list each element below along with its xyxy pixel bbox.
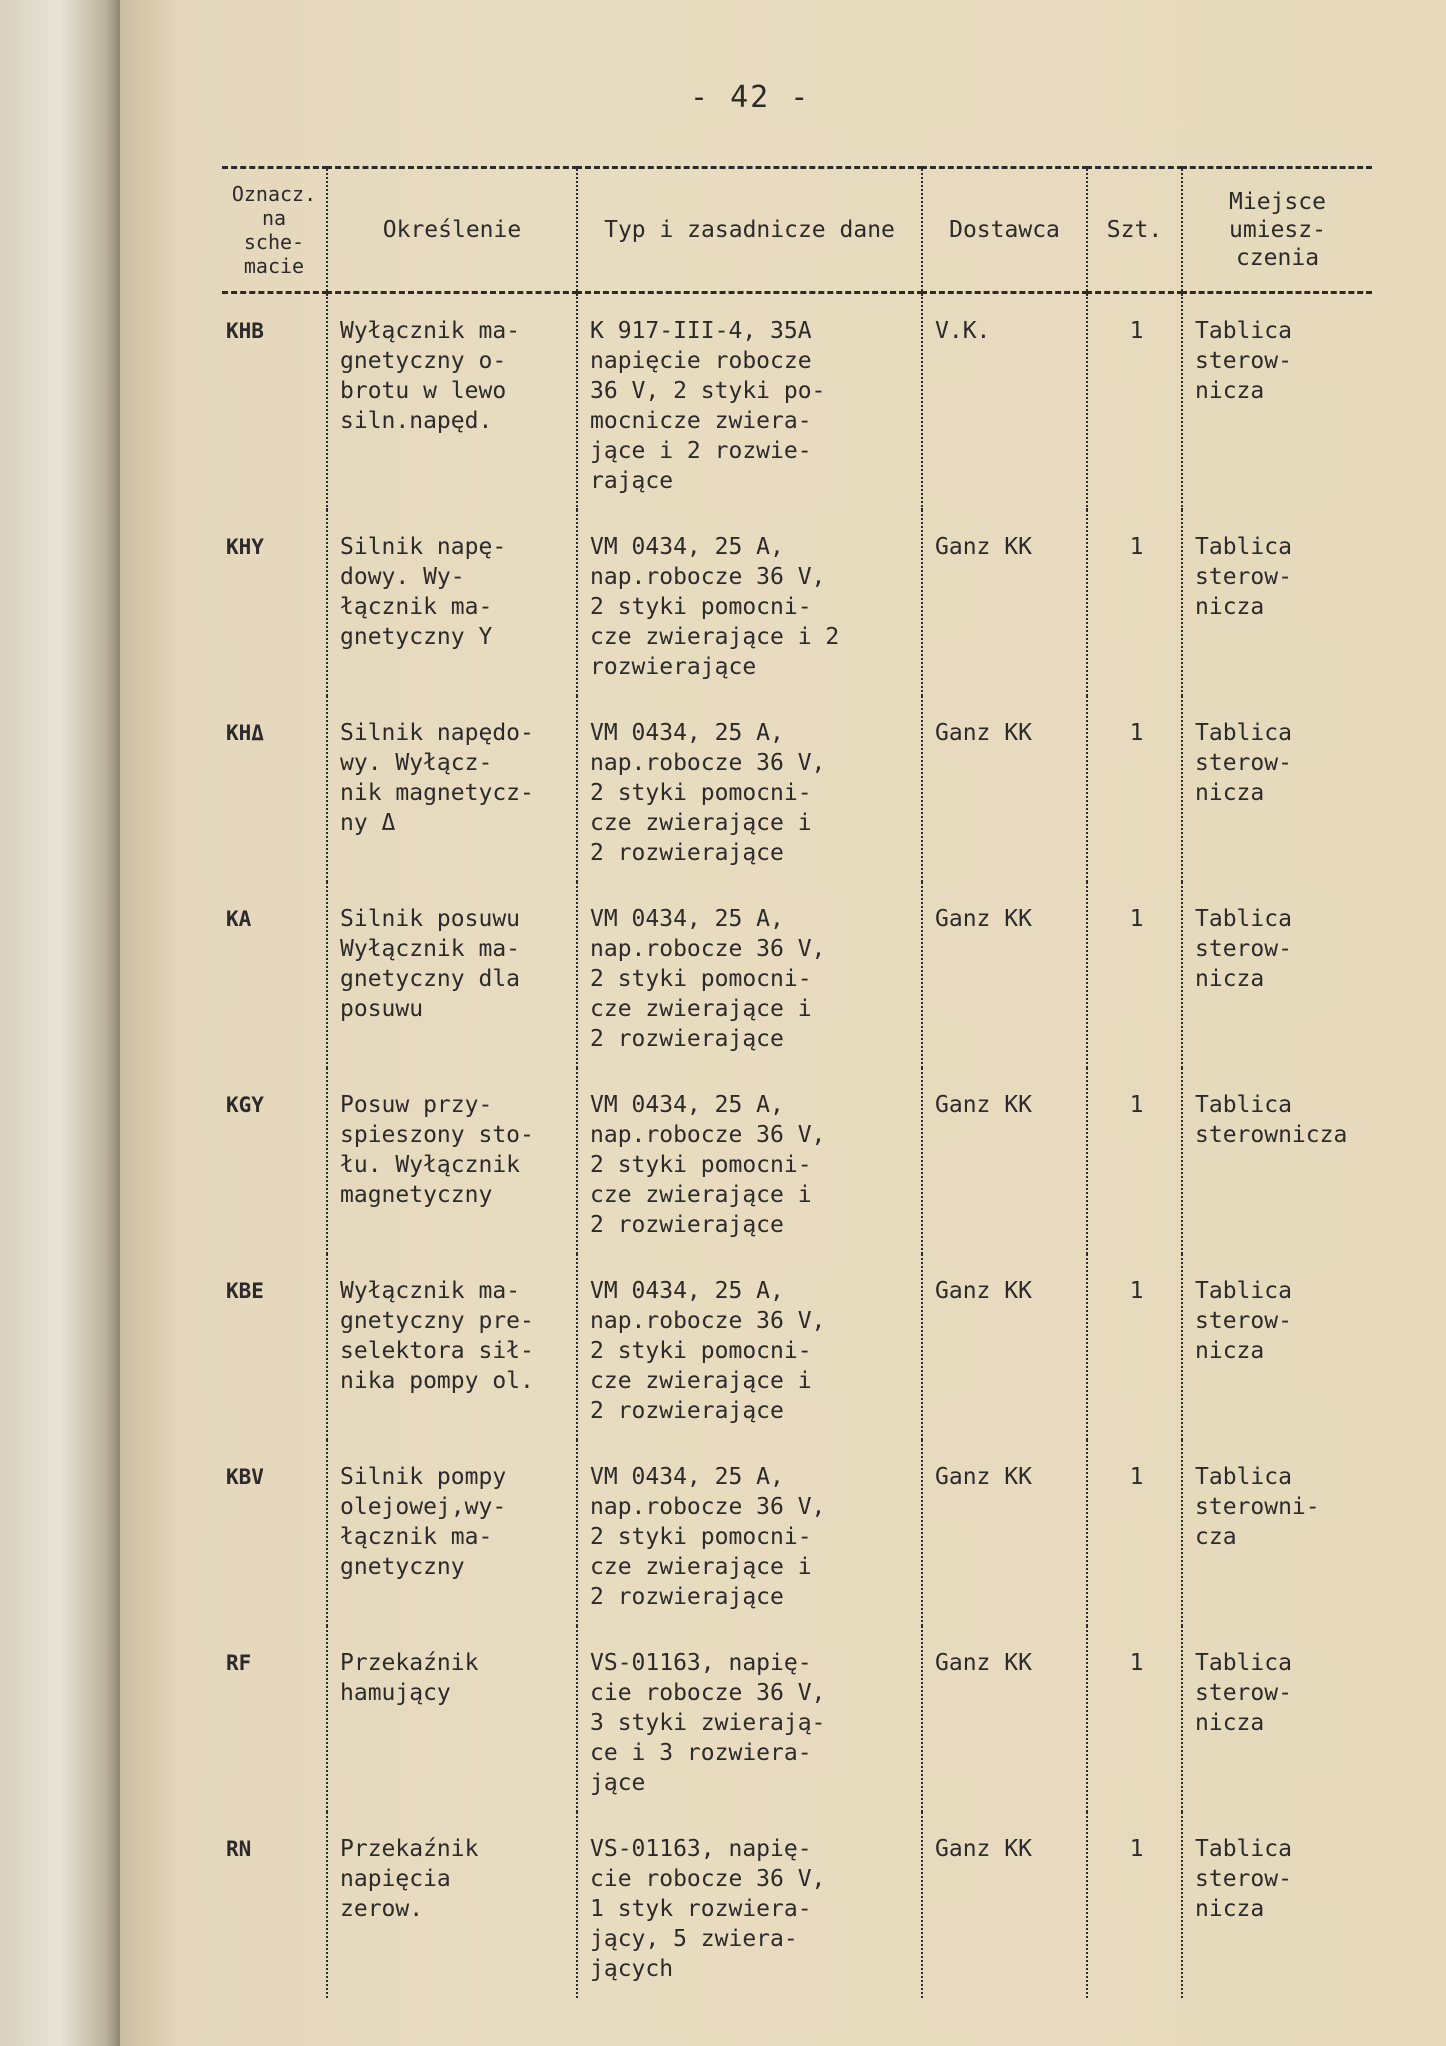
cell-location: Tablica sterow- nicza (1182, 882, 1372, 1068)
header-type: Typ i zasadnicze dane (577, 168, 922, 293)
header-quantity: Szt. (1087, 168, 1182, 293)
cell-location: Tablica sterow- nicza (1182, 1254, 1372, 1440)
cell-supplier: Ganz KK (922, 1068, 1087, 1254)
cell-type: VM 0434, 25 A, nap.robocze 36 V, 2 styki pomocni- cze zwierające i 2 rozwierające (577, 696, 922, 882)
cell-quantity: 1 (1087, 1812, 1182, 1998)
cell-quantity: 1 (1087, 1626, 1182, 1812)
cell-supplier: Ganz KK (922, 1254, 1087, 1440)
cell-quantity: 1 (1087, 1068, 1182, 1254)
cell-supplier: Ganz KK (922, 1812, 1087, 1998)
cell-supplier: Ganz KK (922, 510, 1087, 696)
cell-type: K 917-III-4, 35A napięcie robocze 36 V, 2 styki po- mocnicze zwiera- jące i 2 rozwie- rające (577, 293, 922, 511)
cell-description: Przekaźnik hamujący (327, 1626, 577, 1812)
cell-location: Tablica sterow- nicza (1182, 293, 1372, 511)
cell-designation: KHY (226, 535, 264, 559)
cell-location: Tablica sterow- nicza (1182, 1626, 1372, 1812)
table-row (222, 1254, 1372, 1440)
cell-designation: KBE (226, 1279, 264, 1303)
cell-quantity: 1 (1087, 882, 1182, 1068)
cell-supplier: Ganz KK (922, 1626, 1087, 1812)
cell-description: Wyłącznik ma- gnetyczny pre- selektora sił- nika pompy ol. (327, 1254, 577, 1440)
cell-designation: KA (226, 907, 252, 931)
cell-location: Tablica sterow- nicza (1182, 510, 1372, 696)
cell-quantity: 1 (1087, 293, 1182, 511)
table-header-row (222, 168, 1372, 293)
cell-description: Posuw przy- spieszony sto- łu. Wyłącznik magnetyczny (327, 1068, 577, 1254)
table-row (222, 293, 1372, 511)
cell-description: Silnik pompy olejowej,wy- łącznik ma- gnetyczny (327, 1440, 577, 1626)
cell-type: VM 0434, 25 A, nap.robocze 36 V, 2 styki pomocni- cze zwierające i 2 rozwierające (577, 1068, 922, 1254)
cell-designation: KBV (226, 1465, 264, 1489)
header-supplier: Dostawca (922, 168, 1087, 293)
cell-quantity: 1 (1087, 696, 1182, 882)
table-row (222, 1440, 1372, 1626)
cell-designation: RN (226, 1837, 252, 1861)
cell-description: Wyłącznik ma- gnetyczny o- brotu w lewo siln.napęd. (327, 293, 577, 511)
cell-designation: KGY (226, 1093, 264, 1117)
cell-supplier: Ganz KK (922, 882, 1087, 1068)
cell-location: Tablica sterownicza (1182, 1068, 1372, 1254)
cell-description: Silnik napędo- wy. Wyłącz- nik magnetycz- ny Δ (327, 696, 577, 882)
cell-location: Tablica sterow- nicza (1182, 1812, 1372, 1998)
cell-type: VM 0434, 25 A, nap.robocze 36 V, 2 styki pomocni- cze zwierające i 2 rozwierające (577, 882, 922, 1068)
table-row (222, 1812, 1372, 1998)
table-row (222, 696, 1372, 882)
component-table (222, 166, 1372, 1998)
header-description: Określenie (327, 168, 577, 293)
cell-supplier: Ganz KK (922, 1440, 1087, 1626)
table-row (222, 1626, 1372, 1812)
cell-supplier: V.K. (922, 293, 1087, 511)
book-binding (0, 0, 120, 2046)
cell-quantity: 1 (1087, 1440, 1182, 1626)
cell-location: Tablica sterowni- cza (1182, 1440, 1372, 1626)
table-row (222, 882, 1372, 1068)
table-row (222, 510, 1372, 696)
cell-type: VS-01163, napię- cie robocze 36 V, 3 styki zwierają- ce i 3 rozwiera- jące (577, 1626, 922, 1812)
cell-description: Silnik posuwu Wyłącznik ma- gnetyczny dla posuwu (327, 882, 577, 1068)
page-number: - 42 - (690, 80, 811, 115)
cell-type: VM 0434, 25 A, nap.robocze 36 V, 2 styki pomocni- cze zwierające i 2 rozwierające (577, 1254, 922, 1440)
cell-type: VS-01163, napię- cie robocze 36 V, 1 styk rozwiera- jący, 5 zwiera- jących (577, 1812, 922, 1998)
cell-type: VM 0434, 25 A, nap.robocze 36 V, 2 styki pomocni- cze zwierające i 2 rozwierające (577, 1440, 922, 1626)
header-location: Miejsce umiesz- czenia (1182, 168, 1372, 293)
header-designation: Oznacz. na sche- macie (231, 182, 317, 278)
cell-designation: RF (226, 1651, 252, 1675)
cell-designation: KHB (226, 319, 264, 343)
cell-description: Silnik napę- dowy. Wy- łącznik ma- gnetyczny Y (327, 510, 577, 696)
table-row (222, 1068, 1372, 1254)
cell-designation: KHΔ (226, 721, 264, 745)
cell-supplier: Ganz KK (922, 696, 1087, 882)
cell-description: Przekaźnik napięcia zerow. (327, 1812, 577, 1998)
cell-location: Tablica sterow- nicza (1182, 696, 1372, 882)
cell-quantity: 1 (1087, 510, 1182, 696)
cell-type: VM 0434, 25 A, nap.robocze 36 V, 2 styki pomocni- cze zwierające i 2 rozwierające (577, 510, 922, 696)
cell-quantity: 1 (1087, 1254, 1182, 1440)
